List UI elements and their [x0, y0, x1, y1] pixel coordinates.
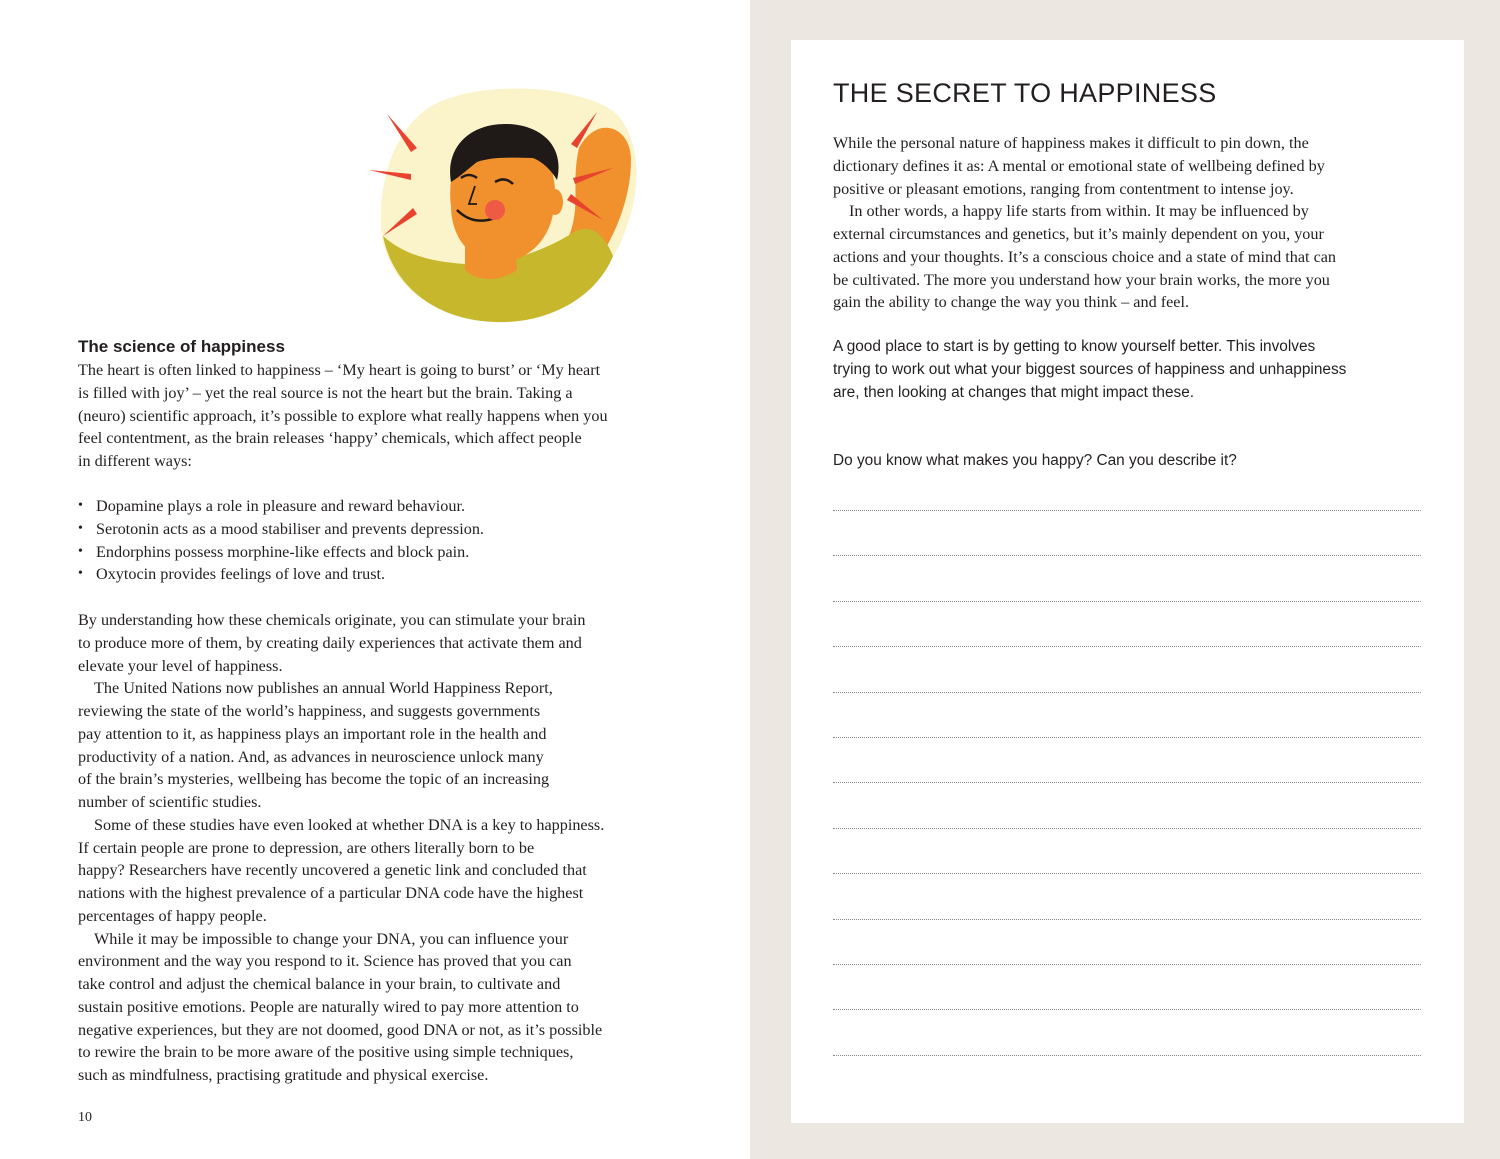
text-line: in different ways:	[78, 452, 192, 470]
page-number: 10	[78, 1110, 92, 1125]
text-line: While it may be impossible to change your DNA, you can influence your	[94, 929, 569, 948]
text-line: sustain positive emotions. People are naturally wired to pay more attention to	[78, 997, 579, 1016]
page-title: THE SECRET TO HAPPINESS	[833, 78, 1217, 108]
text-line: A good place to start is by getting to know yourself better. This involves	[833, 338, 1316, 355]
text-line: is filled with joy’ – yet the real source is not the heart but the brain. Taking a	[78, 383, 573, 402]
text-line: to rewire the brain to be more aware of the positive using simple techniques,	[78, 1043, 574, 1062]
text-line: While the personal nature of happiness makes it difficult to pin down, the	[833, 134, 1309, 152]
list-item: • Serotonin acts as a mood stabiliser and prevents depression.	[78, 518, 484, 541]
text-line: (neuro) scientific approach, it’s possible to explore what really happens when you	[78, 406, 608, 425]
list-item: • Dopamine plays a role in pleasure and reward behaviour.	[78, 495, 484, 518]
writing-line[interactable]	[833, 1055, 1421, 1100]
writing-line[interactable]	[833, 873, 1421, 918]
writing-line[interactable]	[833, 737, 1421, 782]
intro-paragraph	[78, 359, 608, 473]
text-line: actions and your thoughts. It’s a conscious choice and a state of mind that can	[833, 247, 1337, 266]
writing-line[interactable]	[833, 601, 1421, 646]
text-line: In other words, a happy life starts from within. It may be influenced by	[849, 202, 1309, 221]
worksheet-question: Do you know what makes you happy? Can you describe it?	[833, 452, 1237, 469]
text-line: of the brain’s mysteries, wellbeing has become the topic of an increasing	[78, 770, 550, 789]
list-item: • Oxytocin provides feelings of love and trust.	[78, 563, 484, 586]
text-line: such as mindfulness, practising gratitude and physical exercise.	[78, 1066, 489, 1084]
text-line: dictionary defines it as: A mental or emotional state of wellbeing defined by	[833, 156, 1325, 175]
text-line: gain the ability to change the way you think – and feel.	[833, 293, 1190, 312]
prompt-paragraph	[833, 336, 1346, 404]
writing-line[interactable]	[833, 1009, 1421, 1054]
chemicals-list	[78, 495, 484, 586]
text-line: nations with the highest prevalence of a particular DNA code have the highest	[78, 884, 584, 902]
text-line: trying to work out what your biggest sources of happiness and unhappiness	[833, 360, 1347, 378]
writing-line[interactable]	[833, 692, 1421, 737]
writing-line[interactable]	[833, 555, 1421, 600]
text-line: negative experiences, but they are not doomed, good DNA or not, as it’s possible	[78, 1020, 603, 1039]
main-paragraphs	[78, 609, 604, 1087]
text-line: Some of these studies have even looked at whether DNA is a key to happiness.	[94, 815, 605, 834]
ear	[547, 189, 563, 215]
writing-line[interactable]	[833, 964, 1421, 1009]
section-heading: The science of happiness	[78, 337, 285, 356]
intro-paragraphs	[833, 132, 1336, 314]
text-line: positive or pleasant emotions, ranging from contentment to intense joy.	[833, 179, 1294, 198]
text-line: productivity of a nation. And, as advances in neuroscience unlock many	[78, 747, 544, 766]
text-line: to produce more of them, by creating daily experiences that activate them and	[78, 633, 582, 652]
writing-line[interactable]	[833, 919, 1421, 964]
list-item: • Endorphins possess morphine-like effects and block pain.	[78, 541, 484, 564]
text-line: percentages of happy people.	[78, 906, 267, 925]
text-line: external circumstances and genetics, but it’s mainly dependent on you, your	[833, 225, 1324, 243]
text-line: feel contentment, as the brain releases ‘happy’ chemicals, which affect people	[78, 429, 582, 448]
writing-line[interactable]	[833, 828, 1421, 873]
text-line: be cultivated. The more you understand how your brain works, the more you	[833, 270, 1330, 289]
happy-person-illustration	[365, 86, 645, 326]
text-line: number of scientific studies.	[78, 793, 262, 811]
text-line: By understanding how these chemicals originate, you can stimulate your brain	[78, 611, 586, 629]
text-line: take control and adjust the chemical balance in your brain, to cultivate and	[78, 975, 561, 993]
text-line: The United Nations now publishes an annual World Happiness Report,	[94, 679, 553, 698]
writing-area[interactable]	[833, 510, 1421, 1100]
text-line: environment and the way you respond to it. Science has proved that you can	[78, 952, 572, 971]
text-line: are, then looking at changes that might impact these.	[833, 383, 1195, 401]
text-line: The heart is often linked to happiness – ‘My heart is going to burst’ or ‘My heart	[78, 361, 601, 379]
text-line: pay attention to it, as happiness plays an important role in the health and	[78, 724, 547, 743]
text-line: happy? Researchers have recently uncovered a genetic link and concluded that	[78, 861, 587, 880]
writing-line[interactable]	[833, 646, 1421, 691]
text-line: elevate your level of happiness.	[78, 656, 283, 675]
cheek	[485, 200, 505, 220]
text-line: If certain people are prone to depression, are others literally born to be	[78, 838, 535, 857]
text-line: reviewing the state of the world’s happiness, and suggests governments	[78, 702, 541, 720]
writing-line[interactable]	[833, 510, 1421, 555]
writing-line[interactable]	[833, 782, 1421, 827]
